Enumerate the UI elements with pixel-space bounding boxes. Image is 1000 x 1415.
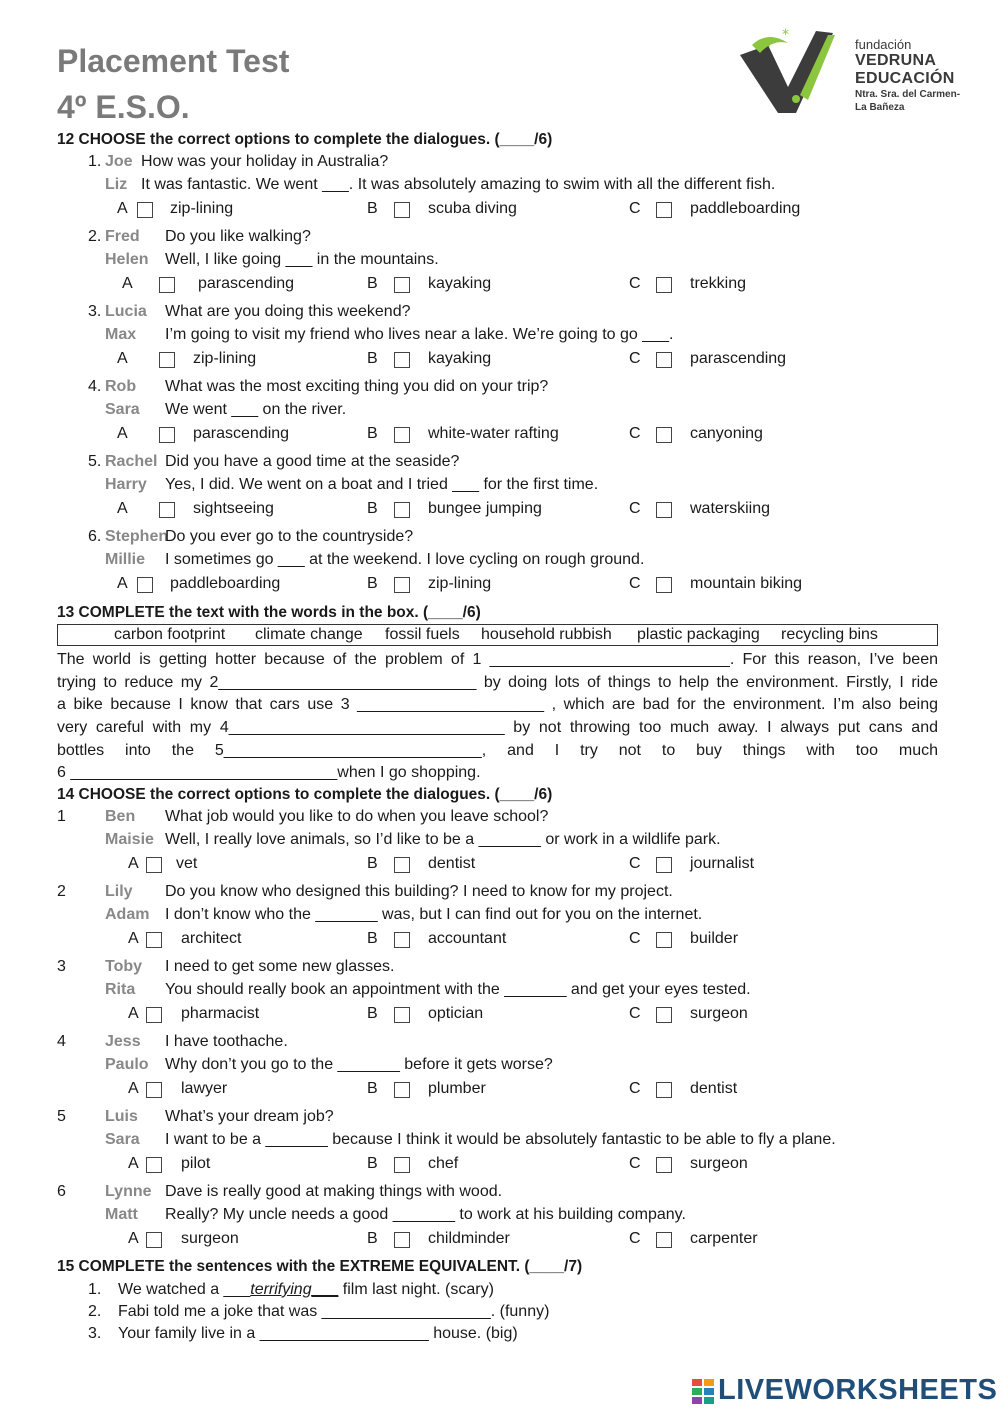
option-letter: C — [629, 575, 641, 592]
word-box-item: recycling bins — [781, 626, 878, 643]
option-checkbox[interactable] — [656, 577, 672, 593]
word-box — [57, 624, 938, 646]
option-text: accountant — [428, 930, 507, 947]
dialogue-line: Do you know who designed this building? I need to know for my project. — [165, 883, 673, 900]
dialogue-line: Why don’t you go to the _______ before it gets worse? — [165, 1056, 553, 1073]
option-text: parascending — [193, 425, 290, 442]
option-letter: C — [629, 425, 641, 442]
speaker-name: Rob — [105, 378, 137, 395]
option-letter: A — [117, 575, 128, 592]
option-checkbox[interactable] — [656, 277, 672, 293]
option-text: white-water rafting — [428, 425, 559, 442]
option-letter: A — [128, 1155, 139, 1172]
dialogue-line: Did you have a good time at the seaside? — [165, 453, 460, 470]
option-letter: C — [629, 1005, 641, 1022]
option-text: kayaking — [428, 350, 492, 367]
dialogue-line: I need to get some new glasses. — [165, 958, 395, 975]
question-number: 3. — [88, 303, 102, 320]
option-text: vet — [176, 855, 198, 872]
dialogue-line: Do you like walking? — [165, 228, 311, 245]
liveworksheets-brand: LIVEWORKSHEETS — [718, 1374, 998, 1406]
dialogue-line: What job would you like to do when you leave school? — [165, 808, 549, 825]
option-text: architect — [181, 930, 242, 947]
option-letter: A — [117, 200, 128, 217]
dialogue-line: Well, I like going ___ in the mountains. — [165, 251, 439, 268]
option-checkbox[interactable] — [656, 427, 672, 443]
logo-line: Ntra. Sra. del Carmen- — [855, 89, 961, 100]
option-letter: B — [367, 930, 378, 947]
logo-line: EDUCACIÓN — [855, 70, 955, 87]
speaker-name: Lily — [105, 883, 133, 900]
option-text: canyoning — [690, 425, 763, 442]
option-letter: A — [128, 855, 139, 872]
option-letter: C — [629, 855, 641, 872]
question-number: 4 — [57, 1033, 66, 1050]
sentence-2: Fabi told me a joke that was ___________________. (funny) — [118, 1303, 550, 1320]
dialogue-line: I sometimes go ___ at the weekend. I love cycling on rough ground. — [165, 551, 645, 568]
option-checkbox[interactable] — [656, 202, 672, 218]
option-letter: C — [629, 1080, 641, 1097]
speaker-name: Harry — [105, 476, 147, 493]
speaker-name: Adam — [105, 906, 150, 923]
option-text: parascending — [198, 275, 295, 292]
speaker-name: Luis — [105, 1108, 138, 1125]
dialogue-line: Dave is really good at making things with wood. — [165, 1183, 503, 1200]
option-text: chef — [428, 1155, 459, 1172]
dialogue-line: I have toothache. — [165, 1033, 288, 1050]
speaker-name: Jess — [105, 1033, 141, 1050]
dialogue-line: Do you ever go to the countryside? — [165, 528, 414, 545]
dialogue-line: We went ___ on the river. — [165, 401, 347, 418]
option-letter: B — [367, 500, 378, 517]
sentence-text: film last night. (scary) — [338, 1281, 494, 1298]
option-text: bungee jumping — [428, 500, 542, 517]
text-line: bottles into the 5_____________________________, and I try not to buy things with too much — [57, 742, 938, 759]
option-letter: A — [117, 350, 128, 367]
dialogue-line: What are you doing this weekend? — [165, 303, 411, 320]
option-checkbox[interactable] — [137, 577, 153, 593]
section-15-heading: 15 COMPLETE the sentences with the EXTREME EQUIVALENT. (____/7) — [57, 1258, 583, 1275]
text-line: very careful with my 4_______________________________ by not throwing too much away. I always put cans and — [57, 719, 938, 736]
option-text: dentist — [428, 855, 476, 872]
option-letter: B — [367, 1230, 378, 1247]
option-checkbox[interactable] — [146, 857, 162, 873]
speaker-name: Paulo — [105, 1056, 149, 1073]
speaker-name: Matt — [105, 1206, 138, 1223]
option-letter: C — [629, 1230, 641, 1247]
option-checkbox[interactable] — [394, 932, 410, 948]
sentence-number: 2. — [88, 1303, 102, 1320]
word-box-item: household rubbish — [481, 626, 612, 643]
question-number: 2 — [57, 883, 66, 900]
page-subtitle: 4º E.S.O. — [57, 89, 190, 125]
sentence-3: Your family live in a ___________________ house. (big) — [118, 1325, 518, 1342]
option-checkbox[interactable] — [394, 1082, 410, 1098]
sentence-number: 3. — [88, 1325, 102, 1342]
speaker-name: Stephen — [105, 528, 169, 545]
logo-text — [855, 37, 960, 114]
checkmark-logo-icon — [738, 25, 853, 120]
sentence-text: We watched a — [118, 1281, 224, 1298]
dialogue-line: I want to be a _______ because I think it would be absolutely fantastic to be able to fly a plane. — [165, 1131, 836, 1148]
speaker-name: Fred — [105, 228, 140, 245]
option-checkbox[interactable] — [159, 352, 175, 368]
option-checkbox[interactable] — [394, 1157, 410, 1173]
speaker-name: Ben — [105, 808, 136, 825]
section-12-heading: 12 CHOOSE the correct options to complete the dialogues. (____/6) — [57, 131, 553, 148]
question-number: 5 — [57, 1108, 66, 1125]
speaker-name: Lucia — [105, 303, 147, 320]
section-14-heading: 14 CHOOSE the correct options to complete the dialogues. (____/6) — [57, 786, 553, 803]
option-letter: A — [128, 930, 139, 947]
option-letter: B — [367, 1155, 378, 1172]
question-number: 5. — [88, 453, 102, 470]
option-checkbox[interactable] — [656, 1007, 672, 1023]
sentence-number: 1. — [88, 1281, 102, 1298]
option-checkbox[interactable] — [394, 202, 410, 218]
option-checkbox[interactable] — [159, 502, 175, 518]
option-text: carpenter — [690, 1230, 758, 1247]
option-letter: A — [128, 1080, 139, 1097]
text-line: The world is getting hotter because of the problem of 1 ___________________________. For this reason, I’ve been — [57, 651, 938, 668]
logo-line: La Bañeza — [855, 102, 905, 113]
option-checkbox[interactable] — [146, 932, 162, 948]
speaker-name: Helen — [105, 251, 149, 268]
question-number: 3 — [57, 958, 66, 975]
word-box-item: carbon footprint — [114, 626, 226, 643]
option-checkbox[interactable] — [656, 352, 672, 368]
option-letter: A — [128, 1230, 139, 1247]
option-text: optician — [428, 1005, 484, 1022]
option-text: scuba diving — [428, 200, 517, 217]
speaker-name: Joe — [105, 153, 133, 170]
option-checkbox[interactable] — [394, 427, 410, 443]
option-checkbox[interactable] — [146, 1157, 162, 1173]
dialogue-line: Well, I really love animals, so I’d like to be a _______ or work in a wildlife park. — [165, 831, 721, 848]
option-text: paddleboarding — [170, 575, 281, 592]
liveworksheets-logo-icon — [692, 1375, 716, 1409]
option-text: pharmacist — [181, 1005, 260, 1022]
option-text: waterskiing — [690, 500, 771, 517]
text-line: trying to reduce my 2_____________________________ by doing lots of things to help the environment. Firstly, I ride — [57, 674, 938, 691]
option-letter: C — [629, 275, 641, 292]
option-text: surgeon — [690, 1155, 748, 1172]
option-letter: A — [117, 500, 128, 517]
dialogue-line: What’s your dream job? — [165, 1108, 334, 1125]
option-text: lawyer — [181, 1080, 228, 1097]
option-text: zip-lining — [170, 200, 234, 217]
sentence-1 — [118, 1280, 494, 1300]
dialogue-line: Really? My uncle needs a good _______ to work at his building company. — [165, 1206, 686, 1223]
option-checkbox[interactable] — [394, 577, 410, 593]
option-text: surgeon — [181, 1230, 239, 1247]
option-letter: B — [367, 200, 378, 217]
question-number: 1 — [57, 808, 66, 825]
option-checkbox[interactable] — [394, 1007, 410, 1023]
option-text: journalist — [690, 855, 755, 872]
option-checkbox[interactable] — [394, 277, 410, 293]
svg-text:*: * — [782, 27, 789, 43]
option-text: builder — [690, 930, 739, 947]
text-line: a bike because I know that cars use 3 _____________________ , which are bad for the environment. I’m also being — [57, 696, 938, 713]
speaker-name: Millie — [105, 551, 146, 568]
option-letter: C — [629, 500, 641, 517]
option-checkbox[interactable] — [137, 202, 153, 218]
option-text: pilot — [181, 1155, 211, 1172]
svg-text:+: + — [764, 36, 775, 50]
speaker-name: Rita — [105, 981, 136, 998]
logo-line: VEDRUNA — [855, 52, 937, 69]
option-text: zip-lining — [428, 575, 492, 592]
question-number: 2. — [88, 228, 102, 245]
dialogue-line: I don’t know who the _______ was, but I can find out for you on the internet. — [165, 906, 703, 923]
option-text: trekking — [690, 275, 747, 292]
page-title: Placement Test — [57, 43, 290, 79]
option-letter: B — [367, 1005, 378, 1022]
option-checkbox[interactable] — [656, 857, 672, 873]
option-text: mountain biking — [690, 575, 803, 592]
option-letter: B — [367, 425, 378, 442]
question-number: 6. — [88, 528, 102, 545]
option-letter: A — [128, 1005, 139, 1022]
section-13-heading: 13 COMPLETE the text with the words in the box. (____/6) — [57, 604, 481, 621]
option-text: plumber — [428, 1080, 486, 1097]
option-checkbox[interactable] — [394, 502, 410, 518]
speaker-name: Lynne — [105, 1183, 152, 1200]
option-checkbox[interactable] — [394, 1232, 410, 1248]
blank: ___ — [223, 1281, 251, 1298]
logo-line: fundación — [855, 37, 912, 52]
speaker-name: Max — [105, 326, 137, 343]
option-checkbox[interactable] — [656, 1082, 672, 1098]
option-text: childminder — [428, 1230, 510, 1247]
option-text: parascending — [690, 350, 787, 367]
dialogue-line: Yes, I did. We went on a boat and I tried ___ for the first time. — [165, 476, 599, 493]
option-checkbox[interactable] — [394, 857, 410, 873]
question-number: 4. — [88, 378, 102, 395]
question-number: 6 — [57, 1183, 66, 1200]
speaker-name: Maisie — [105, 831, 154, 848]
speaker-name: Toby — [105, 958, 143, 975]
word-box-item: climate change — [255, 626, 363, 643]
question-number: 1. — [88, 153, 102, 170]
option-text: paddleboarding — [690, 200, 801, 217]
speaker-name: Sara — [105, 401, 140, 418]
option-checkbox[interactable] — [656, 1232, 672, 1248]
dialogue-line: I’m going to visit my friend who lives near a lake. We’re going to go ___. — [165, 326, 674, 343]
option-text: zip-lining — [193, 350, 257, 367]
option-letter: B — [367, 1080, 378, 1097]
word-box-item: fossil fuels — [385, 626, 460, 643]
speaker-name: Sara — [105, 1131, 140, 1148]
option-letter: B — [367, 855, 378, 872]
option-letter: A — [117, 425, 128, 442]
option-letter: B — [367, 275, 378, 292]
option-letter: B — [367, 575, 378, 592]
option-letter: C — [629, 350, 641, 367]
option-checkbox[interactable] — [159, 427, 175, 443]
dialogue-line: What was the most exciting thing you did on your trip? — [165, 378, 549, 395]
option-letter: C — [629, 930, 641, 947]
option-text: sightseeing — [193, 500, 274, 517]
text-line: 6 ______________________________when I go shopping. — [57, 764, 481, 781]
option-letter: C — [629, 200, 641, 217]
dialogue-line: It was fantastic. We went ___. It was absolutely amazing to swim with all the different fish. — [141, 176, 776, 193]
dialogue-line: You should really book an appointment with the _______ and get your eyes tested. — [165, 981, 751, 998]
option-checkbox[interactable] — [394, 352, 410, 368]
option-text: dentist — [690, 1080, 738, 1097]
example-answer: terrifying — [250, 1281, 312, 1298]
option-text: kayaking — [428, 275, 492, 292]
option-checkbox[interactable] — [656, 1157, 672, 1173]
option-letter: B — [367, 350, 378, 367]
blank: ___ — [311, 1281, 339, 1298]
dialogue-line: How was your holiday in Australia? — [141, 153, 389, 170]
option-checkbox[interactable] — [656, 502, 672, 518]
word-box-item: plastic packaging — [637, 626, 760, 643]
vedruna-logo — [738, 25, 978, 125]
option-checkbox[interactable] — [159, 277, 175, 293]
option-letter: A — [122, 275, 133, 292]
option-checkbox[interactable] — [146, 1007, 162, 1023]
option-checkbox[interactable] — [146, 1232, 162, 1248]
option-checkbox[interactable] — [146, 1082, 162, 1098]
option-letter: C — [629, 1155, 641, 1172]
option-text: surgeon — [690, 1005, 748, 1022]
speaker-name: Rachel — [105, 453, 158, 470]
speaker-name: Liz — [105, 176, 128, 193]
option-checkbox[interactable] — [656, 932, 672, 948]
